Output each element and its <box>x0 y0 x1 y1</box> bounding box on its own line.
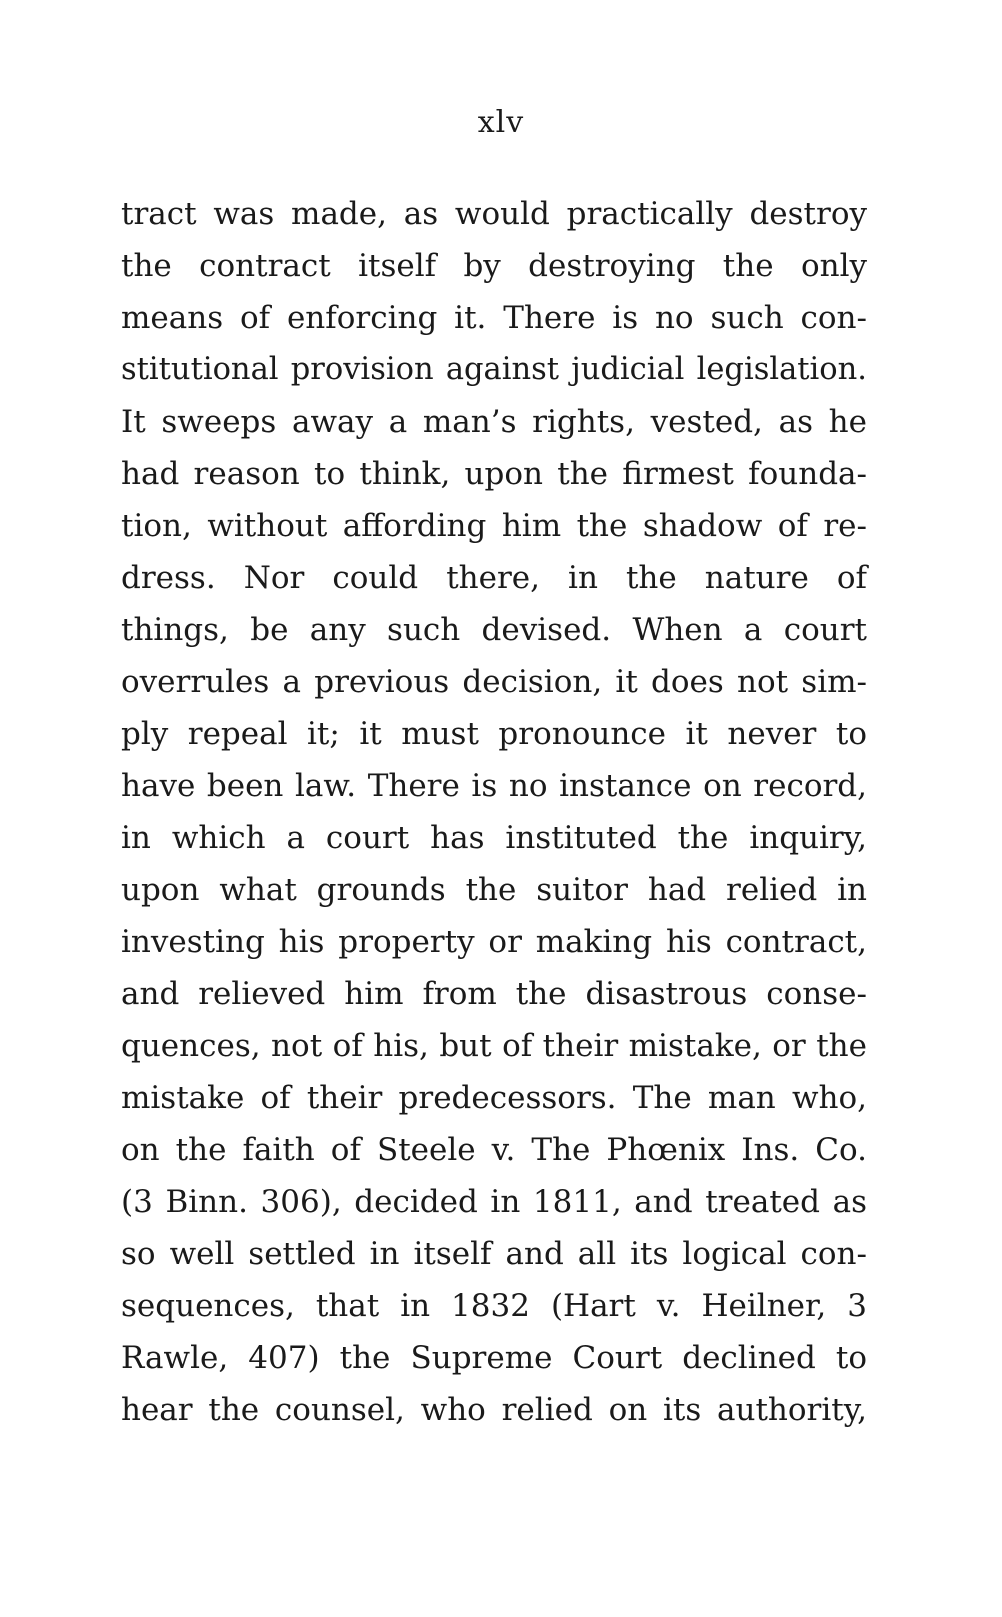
text-line: hear the counsel, who relied on its authority, <box>121 1392 867 1428</box>
text-line: ply repeal it; it must pronounce it never to <box>121 716 867 752</box>
text-line: and relieved him from the disastrous conse- <box>121 976 867 1012</box>
text-line: means of enforcing it. There is no such con- <box>121 300 867 336</box>
text-line: have been law. There is no instance on record, <box>121 768 867 804</box>
text-line: Rawle, 407) the Supreme Court declined to <box>121 1340 867 1376</box>
text-line: investing his property or making his contract, <box>121 924 867 960</box>
text-line: things, be any such devised. When a court <box>121 612 867 648</box>
text-line: mistake of their predecessors. The man who, <box>121 1080 867 1116</box>
text-line: had reason to think, upon the firmest founda- <box>121 456 867 492</box>
text-line: the contract itself by destroying the only <box>121 248 867 284</box>
text-line: (3 Binn. 306), decided in 1811, and treated as <box>121 1184 867 1220</box>
text-line: sequences, that in 1832 (Hart v. Heilner, 3 <box>121 1288 867 1324</box>
text-line: overrules a previous decision, it does not sim- <box>121 664 867 700</box>
text-line: so well settled in itself and all its logical con- <box>121 1236 867 1272</box>
text-line: tion, without affording him the shadow of re- <box>121 508 867 544</box>
text-line: upon what grounds the suitor had relied in <box>121 872 867 908</box>
page-number: xlv <box>477 105 525 140</box>
text-line: It sweeps away a man’s rights, vested, as he <box>121 404 867 440</box>
body-text <box>121 188 867 1436</box>
text-line: quences, not of his, but of their mistake, or the <box>121 1028 867 1064</box>
text-line: tract was made, as would practically destroy <box>121 196 867 232</box>
text-line: in which a court has instituted the inquiry, <box>121 820 867 856</box>
text-line: dress. Nor could there, in the nature of <box>121 560 867 596</box>
text-line: stitutional provision against judicial legislation. <box>121 352 867 387</box>
text-line: on the faith of Steele v. The Phœnix Ins. Co. <box>121 1132 867 1168</box>
